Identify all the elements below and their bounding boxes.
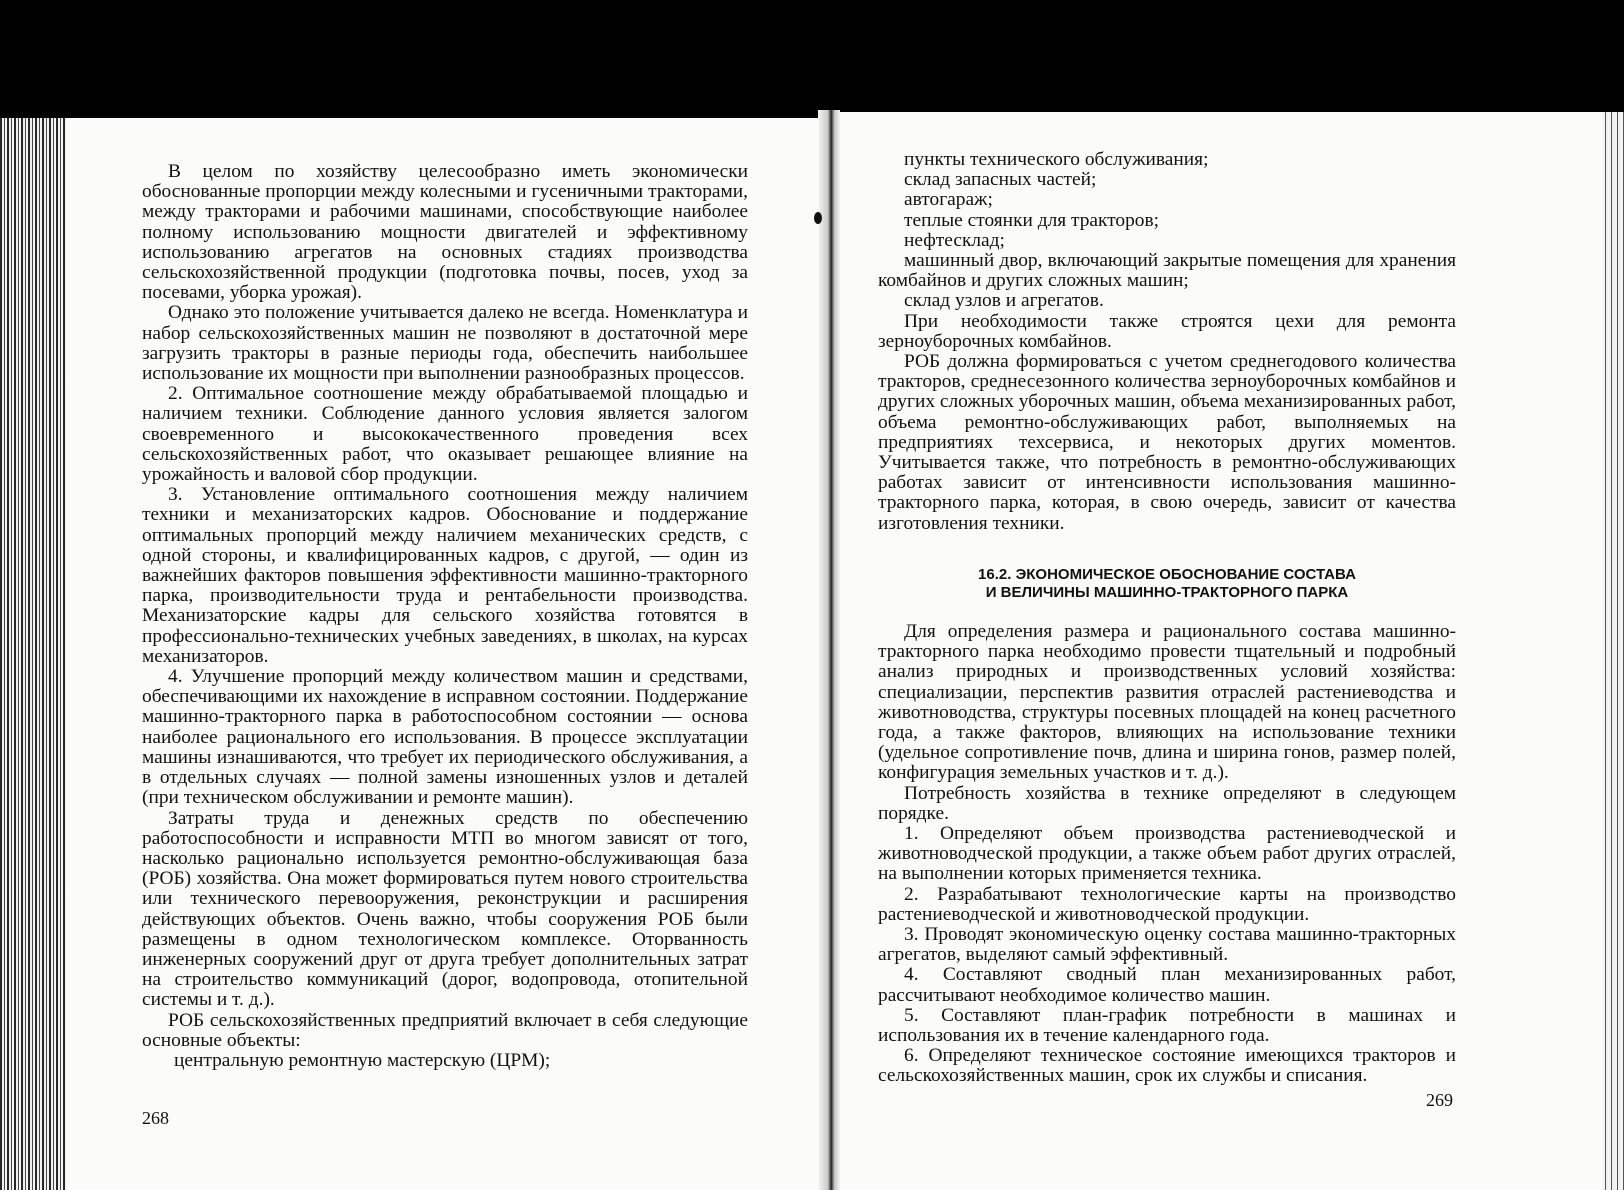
ink-spot xyxy=(814,212,822,224)
paragraph: 3. Проводят экономическую оценку состава машинно-тракторных агрегатов, выделяют самый эффективный. xyxy=(878,924,1456,966)
paragraph: 1. Определяют объем производства растениеводческой и животноводческой продукции, а также объем работ других отраслей, на выполнении которых применяется техника. xyxy=(878,823,1456,885)
section-heading-line2: И ВЕЛИЧИНЫ МАШИННО-ТРАКТОРНОГО ПАРКА xyxy=(985,584,1349,601)
list-item: склад запасных частей; xyxy=(904,169,1097,191)
paragraph: При необходимости также строятся цехи для ремонта зерноуборочных комбайнов. xyxy=(878,310,1456,352)
list-item: пункты технического обслуживания; xyxy=(904,149,1209,170)
paragraph: 4. Улучшение пропорций между количеством машин и средствами, обеспечивающими их нахождение в исправном состоянии. Поддержание машинно-тракторного парка в работоспособном состоянии — основа наиболее рационального его использования. В процессе эксплуатации машины изнашиваются, что требует их периодического обслуживания, а в отдельных случаях — полной замены изношенных узлов и деталей (при техническом обслуживании и ремонте машин). xyxy=(142,666,748,809)
book-gutter xyxy=(818,110,840,1190)
right-page-text-bottom xyxy=(878,622,1456,1087)
page-number-right: 269 xyxy=(1426,1090,1453,1110)
paragraph: Затраты труда и денежных средств по обеспечению работоспособности и исправности МТП во многом зависят от того, насколько рационально используется ремонтно-обслуживающая база (РОБ) хозяйства. Она может формироваться путем нового строительства или технического перевооружения, реконструкции и расширения действующих объектов. Очень важно, чтобы сооружения РОБ были размещены в одном технологическом комплексе. Оторванность инженерных сооружений друг от друга требует дополнительных затрат на строительство коммуникаций (дорог, водопровода, отопительной системы и т. д.). xyxy=(142,807,748,1011)
section-heading xyxy=(878,566,1456,602)
paragraph: Однако это положение учитывается далеко не всегда. Номенклатура и набор сельскохозяйственных машин не позволяют в достаточной мере загрузить тракторы в разные периоды года, обеспечить наибольшее использование их мощности при выполнении разнообразных процессов. xyxy=(142,302,748,385)
paragraph: 5. Составляют план-график потребности в машинах и использования их в течение календарного года. xyxy=(878,1004,1456,1047)
paragraph: машинный двор, включающий закрытые помещения для хранения комбайнов и других сложных машин; xyxy=(878,250,1456,292)
list-item: центральную ремонтную мастерскую (ЦРМ); xyxy=(174,1049,551,1071)
paragraph: Потребность хозяйства в технике определяют в следующем порядке. xyxy=(878,782,1456,824)
paragraph: В целом по хозяйству целесообразно иметь экономически обоснованные пропорции между колесными и гусеничными тракторами, между тракторами и рабочими машинами, способствующие наиболее полному использованию мощности двигателей и эффективному использованию агрегатов на основных стадиях производства сельскохозяйственной продукции (подготовка почвы, посев, уход за посевами, уборка урожая). xyxy=(142,161,748,304)
paragraph: РОБ должна формироваться с учетом среднегодового количества тракторов, среднесезонного количества зерноуборочных комбайнов и других сложных уборочных машин, объема механизированных работ, объема ремонтно-обслуживающих работ, выполняемых на предприятиях техсервиса, и некоторых других моментов. Учитывается также, что потребность в ремонтно-обслуживающих работах зависит от интенсивности использования машинно-тракторного парка, которая, в свою очередь, зависит от качества изготовления техники. xyxy=(878,351,1456,534)
list-item: автогараж; xyxy=(904,189,993,211)
paragraph: 3. Установление оптимального соотношения между наличием техники и механизаторских кадров. Обоснование и поддержание оптимальных пропорций между наличием механических средств, с одной стороны, и квалифицированных кадров, с другой, — один из важнейших факторов повышения эффективности машинно-тракторного парка, производительности труда и рентабельности производства. Механизаторские кадры для сельского хозяйства готовятся в профессионально-технических учебных заведениях, в школах, на курсах механизаторов. xyxy=(142,484,748,667)
section-heading-line1: 16.2. ЭКОНОМИЧЕСКОЕ ОБОСНОВАНИЕ СОСТАВА xyxy=(978,566,1356,583)
list-item: теплые стоянки для тракторов; xyxy=(904,209,1160,231)
paragraph: склад узлов и агрегатов. xyxy=(904,290,1104,312)
paragraph: 6. Определяют техническое состояние имеющихся тракторов и сельскохозяйственных машин, срок их службы и списания. xyxy=(878,1045,1456,1087)
list-item: нефтесклад; xyxy=(904,229,1005,251)
left-page-text xyxy=(142,162,748,1071)
paragraph: РОБ сельскохозяйственных предприятий включает в себя следующие основные объекты: xyxy=(142,1009,748,1051)
paragraph: 2. Разрабатывают технологические карты на производство растениеводческой и животноводческой продукции. xyxy=(878,883,1456,925)
paragraph: 2. Оптимальное соотношение между обрабатываемой площадью и наличием техники. Соблюдение данного условия является залогом своевременного и высококачественного проведения всех сельскохозяйственных работ, что оказывает решающее влияние на урожайность и валовой сбор продукции. xyxy=(142,383,748,486)
paragraph: Для определения размера и рационального состава машинно-тракторного парка необходимо провести тщательный и подробный анализ природных и производственных условий хозяйства: специализации, перспектив развития отраслей растениеводства и животноводства, структуры посевных площадей на конец расчетного года, а также факторов, влияющих на использование техники (удельное сопротивление почв, длина и ширина гонов, размер полей, конфигурация земельных участков и т. д.). xyxy=(878,621,1456,784)
paragraph: 4. Составляют сводный план механизированных работ, рассчитывают необходимое количество машин. xyxy=(878,964,1456,1006)
page-number-left: 268 xyxy=(142,1108,169,1128)
page-edges-left xyxy=(0,118,66,1190)
right-page-text-top xyxy=(878,150,1456,534)
page-edges-right xyxy=(1602,112,1624,1190)
